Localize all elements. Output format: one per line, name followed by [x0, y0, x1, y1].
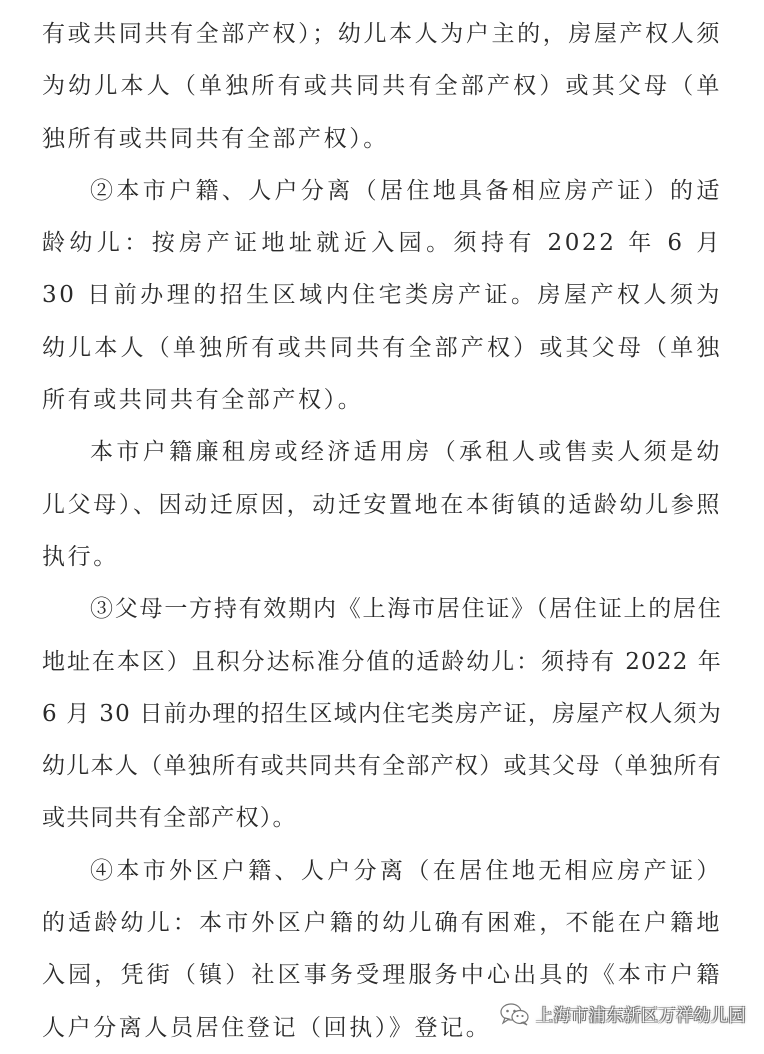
paragraph-low-rent-housing: 本市户籍廉租房或经济适用房（承租人或售卖人须是幼儿父母）、因动迁原因，动迁安置地在本街镇的适龄幼儿参照执行。	[42, 439, 722, 570]
paragraph-item-4-other-district: ④本市外区户籍、人户分离（在居住地无相应房产证）的适龄幼儿：本市外区户籍的幼儿确有困难，不能在户籍地入园，凭街（镇）社区事务受理服务中心出具的《本市户籍人户分离人员居住登记（回执）》登记。	[42, 857, 722, 1041]
document-body	[42, 8, 722, 1054]
paragraph-item-2-separated-household: ②本市户籍、人户分离（居住地具备相应房产证）的适龄幼儿：按房产证地址就近入园。须持有 2022 年 6 月 30 日前办理的招生区域内住宅类房产证。房屋产权人须为幼儿本人（单独所有或共同共有全部产权）或其父母（单独所有或共同共有全部产权）。	[42, 177, 722, 414]
paragraph-item-3-residence-permit: ③父母一方持有效期内《上海市居住证》（居住证上的居住地址在本区）且积分达标准分值的适龄幼儿：须持有 2022 年 6 月 30 日前办理的招生区域内住宅类房产证，房屋产权人须为幼儿本人（单独所有或共同共有全部产权）或其父母（单独所有或共同共有全部产权）。	[42, 596, 722, 832]
account-watermark	[500, 1001, 746, 1026]
watermark-text: 上海市浦东新区万祥幼儿园	[536, 1006, 746, 1026]
wechat-icon	[500, 1002, 530, 1026]
paragraph-property-owner-continued: 有或共同共有全部产权）；幼儿本人为户主的，房屋产权人须为幼儿本人（单独所有或共同共有全部产权）或其父母（单独所有或共同共有全部产权）。	[42, 21, 722, 152]
